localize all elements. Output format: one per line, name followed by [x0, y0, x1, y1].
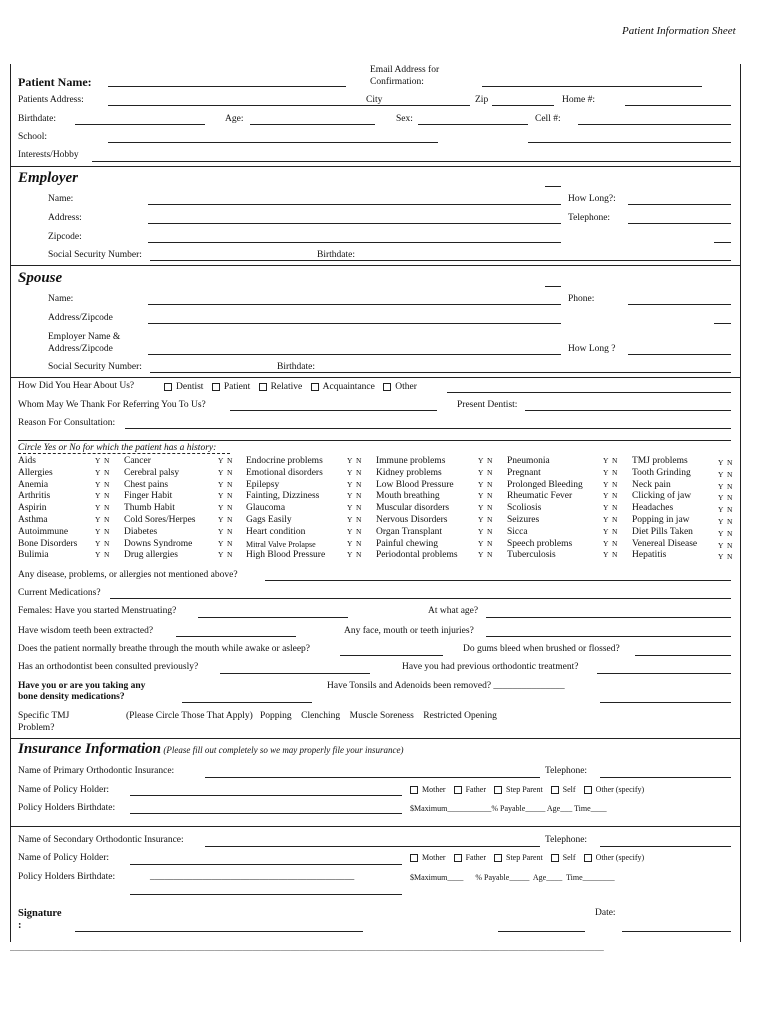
school-label: School: — [18, 132, 48, 142]
step-parent-checkbox[interactable] — [494, 854, 502, 862]
yn-choice[interactable]: Y N — [478, 479, 494, 489]
yn-col-2[interactable] — [218, 455, 233, 561]
spouse-employer-field[interactable] — [148, 354, 561, 355]
condition: Pregnant — [507, 467, 541, 478]
email-label: Email Address for Confirmation: — [370, 65, 440, 87]
yn-choice[interactable]: Y N — [347, 514, 363, 524]
sex-field[interactable] — [418, 124, 528, 125]
yn-col-4[interactable] — [478, 455, 493, 561]
self-checkbox[interactable] — [551, 786, 559, 794]
yn-choice[interactable]: Y N — [478, 491, 494, 501]
employer-address-field[interactable] — [148, 223, 561, 224]
maximum-payable-2[interactable]: $Maximum____ % Payable_____ Age____ Time________ — [410, 873, 615, 882]
self-checkbox[interactable] — [551, 854, 559, 862]
yn-choice[interactable]: Y N — [218, 456, 234, 465]
secondary-insurance-field[interactable] — [205, 846, 540, 847]
spouse-title: Spouse — [18, 270, 63, 286]
yn-choice[interactable]: Y N — [95, 550, 111, 560]
condition: Gags Easily — [246, 514, 292, 525]
signature-field[interactable] — [75, 931, 363, 932]
wisdom-label: Have wisdom teeth been extracted? — [18, 626, 154, 636]
holder-2-birthdate-label: Policy Holders Birthdate: — [18, 872, 116, 882]
yn-col-5[interactable] — [603, 455, 618, 561]
yn-choice[interactable]: Y N — [718, 469, 734, 479]
yn-choice[interactable]: Y N — [218, 491, 234, 501]
yn-choice[interactable]: Y N — [347, 503, 363, 513]
yn-choice[interactable]: Y N — [603, 503, 619, 513]
condition: Prolonged Bleeding — [507, 479, 583, 490]
yn-choice[interactable]: Y N — [718, 540, 734, 550]
condition: Sicca — [507, 526, 528, 537]
yn-choice[interactable]: Y N — [347, 550, 363, 560]
history-col-3 — [246, 456, 325, 562]
email-field[interactable] — [482, 86, 702, 87]
primary-telephone-field[interactable] — [600, 777, 731, 778]
history-col-5 — [507, 456, 583, 562]
page-title: Patient Information Sheet — [622, 25, 736, 37]
referral-other-field[interactable] — [447, 392, 731, 393]
condition: Heart condition — [246, 526, 306, 537]
option-step-parent: Step Parent — [506, 785, 543, 794]
spouse-birthdate-label: Birthdate: — [277, 362, 315, 372]
spouse-phone-label: Phone: — [568, 294, 595, 304]
condition: Drug allergies — [124, 550, 178, 561]
employer-address-label: Address: — [48, 213, 82, 223]
condition: Asthma — [18, 514, 48, 525]
option-dentist: Dentist — [176, 382, 204, 392]
menstruating-label: Females: Have you started Menstruating? — [18, 606, 177, 616]
frame-right — [740, 64, 741, 942]
yn-choice[interactable]: Y N — [478, 514, 494, 524]
holder-2-birthdate-blank[interactable]: ___________________________________________ — [150, 872, 355, 882]
yn-choice[interactable]: Y N — [218, 526, 234, 536]
yn-choice[interactable]: Y N — [478, 456, 494, 465]
interests-field[interactable] — [92, 161, 731, 162]
employer-howlong-field[interactable] — [628, 204, 731, 205]
yn-choice[interactable]: Y N — [95, 491, 111, 501]
yn-choice[interactable]: Y N — [95, 467, 111, 477]
history-col-4 — [376, 456, 458, 562]
reason-field[interactable] — [125, 428, 731, 429]
acquaintance-checkbox[interactable] — [311, 383, 319, 391]
holder-birthdate-label: Policy Holders Birthdate: — [18, 803, 116, 813]
other-disease-field[interactable] — [265, 580, 731, 581]
option-other-specify: Other (specify) — [595, 785, 645, 794]
spouse-ssn-label: Social Security Number: — [48, 362, 142, 372]
yn-choice[interactable]: Y N — [603, 550, 619, 560]
gums-label: Do gums bleed when brushed or flossed? — [463, 644, 620, 654]
yn-choice[interactable]: Y N — [603, 456, 619, 465]
present-dentist-field[interactable] — [525, 410, 731, 411]
employer-ssn-label: Social Security Number: — [48, 250, 142, 260]
employer-blank[interactable] — [545, 186, 561, 187]
relation-options-2 — [404, 853, 644, 862]
yn-choice[interactable]: Y N — [478, 550, 494, 560]
yn-choice[interactable]: Y N — [718, 516, 734, 526]
option-self: Self — [562, 785, 576, 794]
injuries-field[interactable] — [486, 636, 731, 637]
option-father: Father — [465, 853, 486, 862]
condition: Scoliosis — [507, 503, 542, 514]
option-other-specify: Other (specify) — [595, 853, 645, 862]
condition: Headaches — [632, 503, 674, 514]
interests-label: Interests/Hobby — [18, 150, 79, 160]
option-acquaintance: Acquaintance — [322, 382, 375, 392]
yn-choice[interactable]: Y N — [347, 456, 363, 465]
section-divider — [10, 166, 740, 167]
condition: Anemia — [18, 479, 49, 490]
tonsils-label: Have Tonsils and Adenoids been removed? _______________ — [327, 681, 565, 691]
zip-field[interactable] — [492, 105, 554, 106]
sex-label: Sex: — [396, 114, 413, 124]
yn-choice[interactable]: Y N — [347, 538, 363, 548]
history-col-1 — [18, 456, 77, 562]
patient-checkbox[interactable] — [212, 383, 220, 391]
condition: Arthritis — [18, 491, 51, 502]
policy-holder-2-field[interactable] — [130, 864, 402, 865]
spouse-ssn-field[interactable] — [150, 372, 731, 373]
yn-col-3[interactable] — [347, 455, 362, 561]
history-instruction: Circle Yes or No for which the patient has a history: — [18, 443, 217, 453]
employer-name-label: Name: — [48, 194, 74, 204]
cell-label: Cell #: — [535, 114, 561, 124]
primary-telephone-label: Telephone: — [545, 766, 588, 776]
father-checkbox[interactable] — [454, 786, 462, 794]
condition: Finger Habit — [124, 491, 173, 502]
condition: Painful chewing — [376, 538, 439, 549]
spouse-blank[interactable] — [545, 286, 561, 287]
condition: Chest pains — [124, 479, 169, 490]
date-field-2[interactable] — [622, 931, 731, 932]
zip-label: Zip — [475, 95, 489, 105]
condition: Muscular disorders — [376, 503, 450, 514]
holder-birthdate-field[interactable] — [130, 813, 402, 814]
insurance-heading — [18, 741, 403, 758]
injuries-label: Any face, mouth or teeth injuries? — [344, 626, 474, 636]
insurance-title: Insurance Information — [18, 741, 161, 757]
yn-choice[interactable]: Y N — [218, 514, 234, 524]
condition: Bulimia — [18, 550, 49, 561]
referral-options — [158, 382, 417, 392]
condition: Mitral Valve Prolapse — [246, 539, 316, 549]
condition: Cancer — [124, 456, 151, 466]
condition: Pneumonia — [507, 456, 550, 466]
yn-choice[interactable]: Y N — [603, 491, 619, 501]
age-label: Age: — [225, 114, 244, 124]
spouse-name-field[interactable] — [148, 304, 561, 305]
frame-left — [10, 64, 11, 942]
other-specify-checkbox[interactable] — [584, 854, 592, 862]
yn-choice[interactable]: Y N — [95, 538, 111, 548]
section-divider — [10, 377, 740, 378]
yn-choice[interactable]: Y N — [718, 493, 734, 503]
yn-choice[interactable]: Y N — [478, 503, 494, 513]
insurance-subtitle: (Please fill out completely so we may properly file your insurance) — [163, 745, 404, 755]
relation-options-1 — [404, 785, 644, 794]
holder-2-extra-field[interactable] — [130, 894, 402, 895]
yn-choice[interactable]: Y N — [718, 505, 734, 515]
what-age-label: At what age? — [428, 606, 479, 616]
history-underline — [18, 453, 230, 454]
condition: Clicking of jaw — [632, 491, 692, 502]
yn-choice[interactable]: Y N — [603, 526, 619, 536]
employer-birthdate-label: Birthdate: — [317, 250, 355, 260]
signature-label: Signature : — [18, 908, 62, 931]
employer-zipcode-field[interactable] — [148, 242, 561, 243]
other-disease-label: Any disease, problems, or allergies not mentioned above? — [18, 570, 238, 580]
yn-choice[interactable]: Y N — [95, 526, 111, 536]
home-phone-label: Home #: — [562, 95, 595, 105]
breathe-field[interactable] — [340, 655, 443, 656]
other-checkbox[interactable] — [383, 383, 391, 391]
thank-label: Whom May We Thank For Referring You To Us? — [18, 400, 206, 410]
school-field[interactable] — [108, 142, 438, 143]
spouse-phone-field[interactable] — [628, 304, 731, 305]
address-label: Patients Address: — [18, 95, 84, 105]
yn-choice[interactable]: Y N — [603, 538, 619, 548]
wisdom-field[interactable] — [176, 636, 296, 637]
school-field-2[interactable] — [528, 142, 731, 143]
yn-choice[interactable]: Y N — [95, 479, 111, 489]
yn-choice[interactable]: Y N — [478, 538, 494, 548]
spouse-address-label: Address/Zipcode — [48, 313, 113, 323]
yn-choice[interactable]: Y N — [347, 467, 363, 477]
reason-field-2[interactable] — [18, 440, 731, 441]
footer-rule: _____________________________________________________________________________________________________________________________ — [10, 943, 604, 953]
orthodontist-field[interactable] — [220, 673, 370, 674]
yn-choice[interactable]: Y N — [603, 467, 619, 477]
secondary-insurance-label: Name of Secondary Orthodontic Insurance: — [18, 835, 184, 845]
yn-choice[interactable]: Y N — [718, 552, 734, 562]
condition: Venereal Disease — [632, 538, 698, 549]
tmj-options[interactable]: (Please Circle Those That Apply) Popping Clenching Muscle Soreness Restricted Opening — [126, 711, 497, 721]
mother-checkbox[interactable] — [410, 854, 418, 862]
option-mother: Mother — [422, 785, 446, 794]
age-field[interactable] — [250, 124, 375, 125]
yn-choice[interactable]: Y N — [478, 467, 494, 477]
birthdate-label: Birthdate: — [18, 114, 56, 124]
condition: Rheumatic Fever — [507, 491, 573, 502]
section-divider — [10, 265, 740, 266]
medications-label: Current Medications? — [18, 588, 101, 598]
policy-holder-field[interactable] — [130, 795, 402, 796]
yn-choice[interactable]: Y N — [478, 526, 494, 536]
orthodontist-label: Has an orthodontist been consulted previously? — [18, 662, 199, 672]
condition: Tuberculosis — [507, 550, 556, 561]
yn-choice[interactable]: Y N — [718, 481, 734, 491]
patient-name-label: Patient Name: — [18, 75, 92, 89]
history-col-2 — [124, 456, 196, 562]
thank-field[interactable] — [230, 410, 437, 411]
option-patient: Patient — [223, 382, 251, 392]
condition: Tooth Grinding — [632, 467, 691, 478]
tonsils-field[interactable] — [600, 702, 731, 703]
condition: Diet Pills Taken — [632, 526, 693, 537]
yn-choice[interactable]: Y N — [218, 550, 234, 560]
yn-choice[interactable]: Y N — [218, 467, 234, 477]
spouse-howlong-field[interactable] — [628, 354, 731, 355]
yn-choice[interactable]: Y N — [218, 503, 234, 513]
condition: Cold Sores/Herpes — [124, 514, 196, 525]
birthdate-field[interactable] — [75, 124, 205, 125]
yn-choice[interactable]: Y N — [95, 514, 111, 524]
condition: Autoimmune — [18, 526, 69, 537]
primary-insurance-label: Name of Primary Orthodontic Insurance: — [18, 766, 175, 776]
present-dentist-label: Present Dentist: — [457, 400, 518, 410]
option-mother: Mother — [422, 853, 446, 862]
spouse-address-field[interactable] — [148, 323, 561, 324]
spouse-employer-label: Employer Name & Address/Zipcode — [48, 332, 121, 354]
section-divider — [10, 826, 740, 827]
dentist-checkbox[interactable] — [164, 383, 172, 391]
condition: Downs Syndrome — [124, 538, 193, 549]
condition: Emotional disorders — [246, 467, 323, 478]
yn-choice[interactable]: Y N — [95, 503, 111, 513]
yn-choice[interactable]: Y N — [347, 491, 363, 501]
condition: Bone Disorders — [18, 538, 78, 549]
hear-about-label: How Did You Hear About Us? — [18, 381, 135, 391]
condition: Fainting, Dizziness — [246, 491, 320, 502]
condition: Glaucoma — [246, 503, 286, 514]
yn-choice[interactable]: Y N — [218, 479, 234, 489]
yn-choice[interactable]: Y N — [347, 526, 363, 536]
option-relative: Relative — [270, 382, 303, 392]
medications-field[interactable] — [110, 598, 731, 599]
condition: Popping in jaw — [632, 514, 690, 525]
step-parent-checkbox[interactable] — [494, 786, 502, 794]
option-self: Self — [562, 853, 576, 862]
patient-name-field[interactable] — [108, 86, 346, 87]
option-step-parent: Step Parent — [506, 853, 543, 862]
section-divider — [10, 738, 740, 739]
condition: Hepatitis — [632, 550, 667, 561]
relative-checkbox[interactable] — [259, 383, 267, 391]
spouse-name-label: Name: — [48, 294, 74, 304]
father-checkbox[interactable] — [454, 854, 462, 862]
condition: Epilepsy — [246, 479, 280, 490]
yn-col-1[interactable] — [95, 455, 110, 561]
maximum-payable-1[interactable]: $Maximum___________% Payable_____ Age___ Time____ — [410, 804, 607, 813]
yn-choice[interactable]: Y N — [718, 528, 734, 538]
condition: Endocrine problems — [246, 456, 323, 466]
city-label: City — [366, 95, 383, 105]
date-field-1[interactable] — [498, 931, 585, 932]
condition: Low Blood Pressure — [376, 479, 454, 490]
bone-density-label: Have you or are you taking any bone density medications? — [18, 681, 146, 702]
secondary-telephone-field[interactable] — [600, 846, 731, 847]
bone-density-field[interactable] — [182, 702, 312, 703]
option-other: Other — [395, 382, 417, 392]
condition: Aspirin — [18, 503, 47, 514]
employer-howlong-label: How Long?: — [568, 194, 616, 204]
yn-choice[interactable]: Y N — [718, 458, 734, 467]
employer-telephone-label: Telephone: — [568, 213, 611, 223]
employer-telephone-field[interactable] — [628, 223, 731, 224]
employer-ssn-field[interactable] — [150, 260, 731, 261]
secondary-telephone-label: Telephone: — [545, 835, 588, 845]
condition: Cerebral palsy — [124, 467, 180, 478]
condition: Thumb Habit — [124, 503, 175, 514]
yn-choice[interactable]: Y N — [95, 456, 111, 465]
tmj-label: Specific TMJ Problem? — [18, 711, 70, 733]
reason-label: Reason For Consultation: — [18, 418, 116, 428]
address-field[interactable] — [108, 105, 470, 106]
mother-checkbox[interactable] — [410, 786, 418, 794]
condition: Immune problems — [376, 456, 446, 466]
condition: Neck pain — [632, 479, 671, 490]
condition: Kidney problems — [376, 467, 442, 478]
date-label: Date: — [595, 908, 616, 918]
yn-choice[interactable]: Y N — [603, 514, 619, 524]
condition: Speech problems — [507, 538, 573, 549]
prev-treatment-label: Have you had previous orthodontic treatment? — [402, 662, 579, 672]
option-father: Father — [465, 785, 486, 794]
condition: Seizures — [507, 514, 540, 525]
employer-extra-field[interactable] — [714, 242, 731, 243]
policy-holder-2-label: Name of Policy Holder: — [18, 853, 110, 863]
prev-treatment-field[interactable] — [597, 673, 731, 674]
condition: Allergies — [18, 467, 53, 478]
history-col-6 — [632, 456, 697, 562]
condition: Periodontal problems — [376, 550, 458, 561]
yn-choice[interactable]: Y N — [603, 479, 619, 489]
spouse-extra-field[interactable] — [714, 323, 731, 324]
yn-choice[interactable]: Y N — [347, 479, 363, 489]
policy-holder-label: Name of Policy Holder: — [18, 785, 110, 795]
gums-field[interactable] — [635, 655, 731, 656]
what-age-field[interactable] — [486, 617, 731, 618]
employer-zipcode-label: Zipcode: — [48, 232, 82, 242]
condition: Aids — [18, 456, 36, 466]
cell-field[interactable] — [578, 124, 731, 125]
condition: Nervous Disorders — [376, 514, 448, 525]
condition: TMJ problems — [632, 456, 688, 466]
breathe-label: Does the patient normally breathe through the mouth while awake or asleep? — [18, 644, 311, 654]
employer-title: Employer — [18, 170, 78, 186]
condition: Mouth breathing — [376, 491, 440, 502]
menstruating-field[interactable] — [198, 617, 348, 618]
employer-name-field[interactable] — [148, 204, 561, 205]
other-specify-checkbox[interactable] — [584, 786, 592, 794]
primary-insurance-field[interactable] — [205, 777, 540, 778]
condition: Organ Transplant — [376, 526, 443, 537]
yn-choice[interactable]: Y N — [218, 538, 234, 548]
condition: High Blood Pressure — [246, 550, 326, 561]
yn-col-6[interactable] — [718, 457, 733, 563]
condition: Diabetes — [124, 526, 158, 537]
spouse-howlong-label: How Long ? — [568, 344, 616, 354]
home-phone-field[interactable] — [625, 105, 731, 106]
